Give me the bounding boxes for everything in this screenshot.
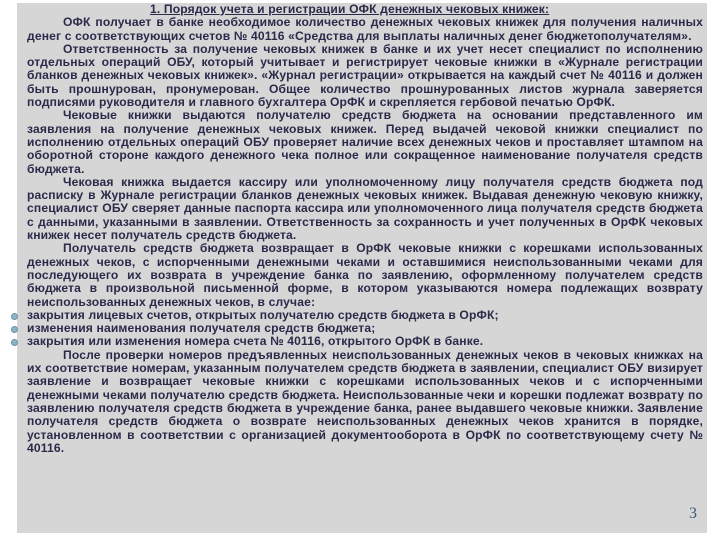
paragraph-2: Ответственность за получение чековых книжек в банке и их учет несет специалист по исполнению отдельных операций ОБУ, который учитывает и регистрирует чековые книжки в «Журнале регистрации бланков денежных чековых книжек». «Журнал регистрации» открывается на каждый счет № 40116 и должен быть прошнурован, пронумерован. Общее количество прошнурованных листов журнала заверяется подписями руководителя и главного бухгалтера ОрФК и скрепляется гербовой печатью ОрФК. xyxy=(27,41,703,110)
bullet-text: изменения наименования получателя средств бюджета; xyxy=(27,321,376,336)
paragraph-4: Чековая книжка выдается кассиру или уполномоченному лицу получателя средств бюджета под расписку в Журнале регистрации бланков денежных чековых книжек. Выдавая денежную чековую книжку, специалист ОБУ сверяет данные паспорта кассира или уполномоченного лица получателя средств бюджета с данными, указанными в заявлении. Ответственность за сохранность и учет полученных в ОрФК чековых книжек несет получатель средств бюджета. xyxy=(27,174,703,243)
slide-content xyxy=(27,3,703,455)
bullet-item xyxy=(27,309,703,322)
bullet-item xyxy=(27,322,703,335)
slide-title: 1. Порядок учета и регистрации ОФК денежных чековых книжек: xyxy=(150,2,550,16)
bullet-text: закрытия или изменения номера счета № 40116, открытого ОрФК в банке. xyxy=(27,334,484,349)
bullet-item xyxy=(27,335,703,348)
paragraph-5: Получатель средств бюджета возвращает в ОрФК чековые книжки с корешками использованных денежных чеков, с испорченными денежными чеками и оставшимися неиспользованными чеками для последующего их возврата в учреждение банка по заявлению, оформленному получателем средств бюджета в произвольной письменной форме, в котором указываются номера подлежащих возврату неиспользованных денежных чеков, в случае: xyxy=(27,241,703,309)
bullet-text: закрытия лицевых счетов, открытых получателю средств бюджета в ОрФК; xyxy=(27,307,499,322)
bullet-list xyxy=(27,309,703,349)
paragraph-1: ОФК получает в банке необходимое количество денежных чековых книжек для получения наличных денег с соответствующих счетов № 40116 «Средства для выплаты наличных денег бюджетополучателям». xyxy=(27,15,703,43)
page-number: 3 xyxy=(689,505,697,522)
paragraph-3: Чековые книжки выдаются получателю средств бюджета на основании представленного им заявления на получение денежных чековых книжек. Перед выдачей чековой книжки специалист по исполнению отдельных операций ОБУ проверяет наличие всех денежных чеков и проставляет штампом на оборотной стороне каждого денежного чека полное или сокращенное наименование получателя средств бюджета. xyxy=(27,108,703,176)
paragraph-6: После проверки номеров предъявленных неиспользованных денежных чеков в чековых книжках на их соответствие номерам, указанным получателем средств бюджета в заявлении, специалист ОБУ визирует заявление и возвращает чековые книжки с корешками использованных чеков и с испорченными денежными чеками получателю средств бюджета. Неиспользованные чеки и корешки подлежат возврату по заявлению получателя средств бюджета в учреждение банка, ранее выдавшего чековые книжки. Заявление получателя средств бюджета о возврате неиспользованных денежных чеков хранится в порядке, установленном в соответствии с организацией документооборота в ОрФК по соответствующему счету № 40116. xyxy=(27,347,703,455)
bullet-dot-icon xyxy=(11,313,18,320)
